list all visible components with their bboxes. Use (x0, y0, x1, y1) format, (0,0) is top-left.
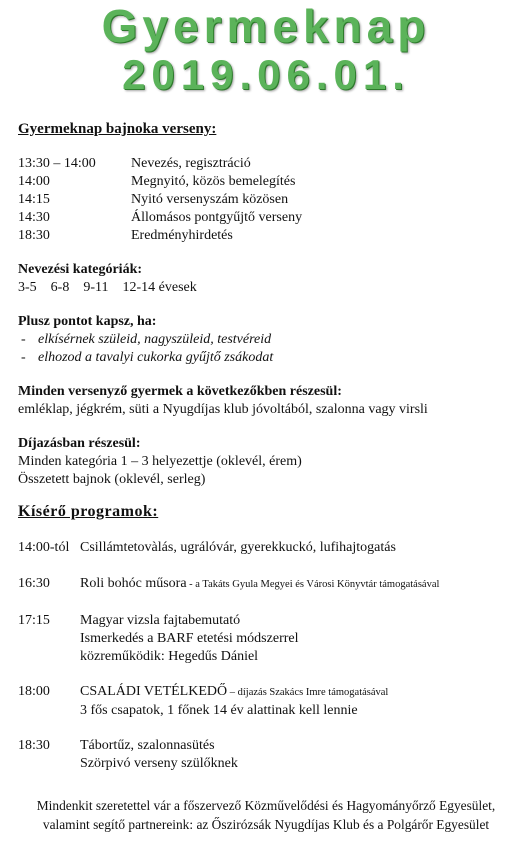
program-line: 3 fős csapatok, 1 főnek 14 év alattinak kell lennie (80, 703, 358, 718)
footer (0, 796, 532, 834)
everyone-text: emléklap, jégkrém, süti a Nyugdíjas klub jóvoltából, szalonna vagy virsli (18, 402, 428, 417)
schedule-row (18, 155, 528, 173)
program-line: Szörpivó verseny szülőknek (80, 756, 238, 771)
schedule-time: 18:30 (18, 228, 50, 243)
schedule-row (18, 191, 528, 209)
championship-heading: Gyermeknap bajnoka verseny: (18, 121, 217, 137)
program-time: 14:00-tól (18, 540, 70, 555)
everyone-heading: Minden versenyző gyermek a következőkben részesül: (18, 384, 342, 399)
schedule-time: 13:30 – 14:00 (18, 156, 96, 171)
program-time: 16:30 (18, 576, 50, 591)
awards-heading: Díjazásban részesül: (18, 436, 141, 451)
schedule-time: 14:00 (18, 174, 50, 189)
program-item (18, 539, 528, 557)
schedule-event: Megnyitó, közös bemelegítés (131, 174, 296, 189)
schedule-row (18, 227, 528, 245)
schedule-time: 14:30 (18, 210, 50, 225)
main-content (18, 120, 528, 773)
schedule-event: Állomásos pontgyűjtő verseny (131, 210, 303, 225)
bonus-item: - elhozod a tavalyi cukorka gyűjtő zsákodat (18, 349, 528, 367)
program-time: 18:00 (18, 684, 50, 699)
awards-line-2: Összetett bajnok (oklevél, serleg) (18, 472, 206, 487)
program-time: 17:15 (18, 613, 50, 628)
schedule-row (18, 173, 528, 191)
program-line: közreműködik: Hegedűs Dániel (80, 649, 259, 664)
categories-list (18, 279, 528, 297)
program-text: CSALÁDI VETÉLKEDŐ (80, 684, 228, 699)
schedule-time: 14:15 (18, 192, 50, 207)
program-line: Tábortűz, szalonnasütés (80, 738, 215, 753)
footer-line-1: Mindenkit szeretettel vár a főszervező Közművelődési és Hagyományőrző Egyesület, (36, 798, 496, 813)
category-item: 6-8 (50, 280, 70, 295)
programs-heading: Kísérő programok: (18, 503, 159, 520)
program-text: Roli bohóc műsora (80, 576, 187, 591)
program-line: Ismerkedés a BARF etetési módszerrel (80, 631, 299, 646)
program-item (18, 612, 528, 666)
schedule-event: Eredményhirdetés (131, 228, 233, 243)
program-time: 18:30 (18, 738, 50, 753)
category-item: 12-14 évesek (122, 280, 197, 295)
title-line-1: Gyermeknap (101, 0, 431, 52)
footer-line-2: valamint segítő partnereink: az Őszirózsák Nyugdíjas Klub és a Polgárőr Egyesület (42, 817, 490, 832)
bonus-heading: Plusz pontot kapsz, ha: (18, 314, 157, 329)
program-note: - a Takáts Gyula Megyei és Városi Könyvtár támogatásával (186, 579, 440, 590)
title-date: 2019.06.01. (122, 51, 410, 98)
category-item: 3-5 (18, 280, 37, 295)
schedule-event: Nevezés, regisztráció (131, 156, 251, 171)
championship-schedule (18, 155, 528, 245)
schedule-event: Nyitó versenyszám közösen (131, 192, 289, 207)
program-item (18, 575, 528, 594)
schedule-row (18, 209, 528, 227)
category-item: 9-11 (83, 280, 109, 295)
program-note: – díjazás Szakács Imre támogatásával (227, 687, 389, 698)
program-item (18, 737, 528, 773)
categories-heading: Nevezési kategóriák: (18, 262, 143, 277)
program-text: Csillámtetovàlás, ugrálóvár, gyerekkuckó, lufihajtogatás (80, 540, 396, 555)
program-line: Magyar vizsla fajtabemutató (80, 613, 241, 628)
program-item (18, 683, 528, 720)
bonus-item: - elkísérnek szüleid, nagyszüleid, testvéreid (18, 331, 528, 349)
awards-line-1: Minden kategória 1 – 3 helyezettje (oklevél, érem) (18, 454, 302, 469)
